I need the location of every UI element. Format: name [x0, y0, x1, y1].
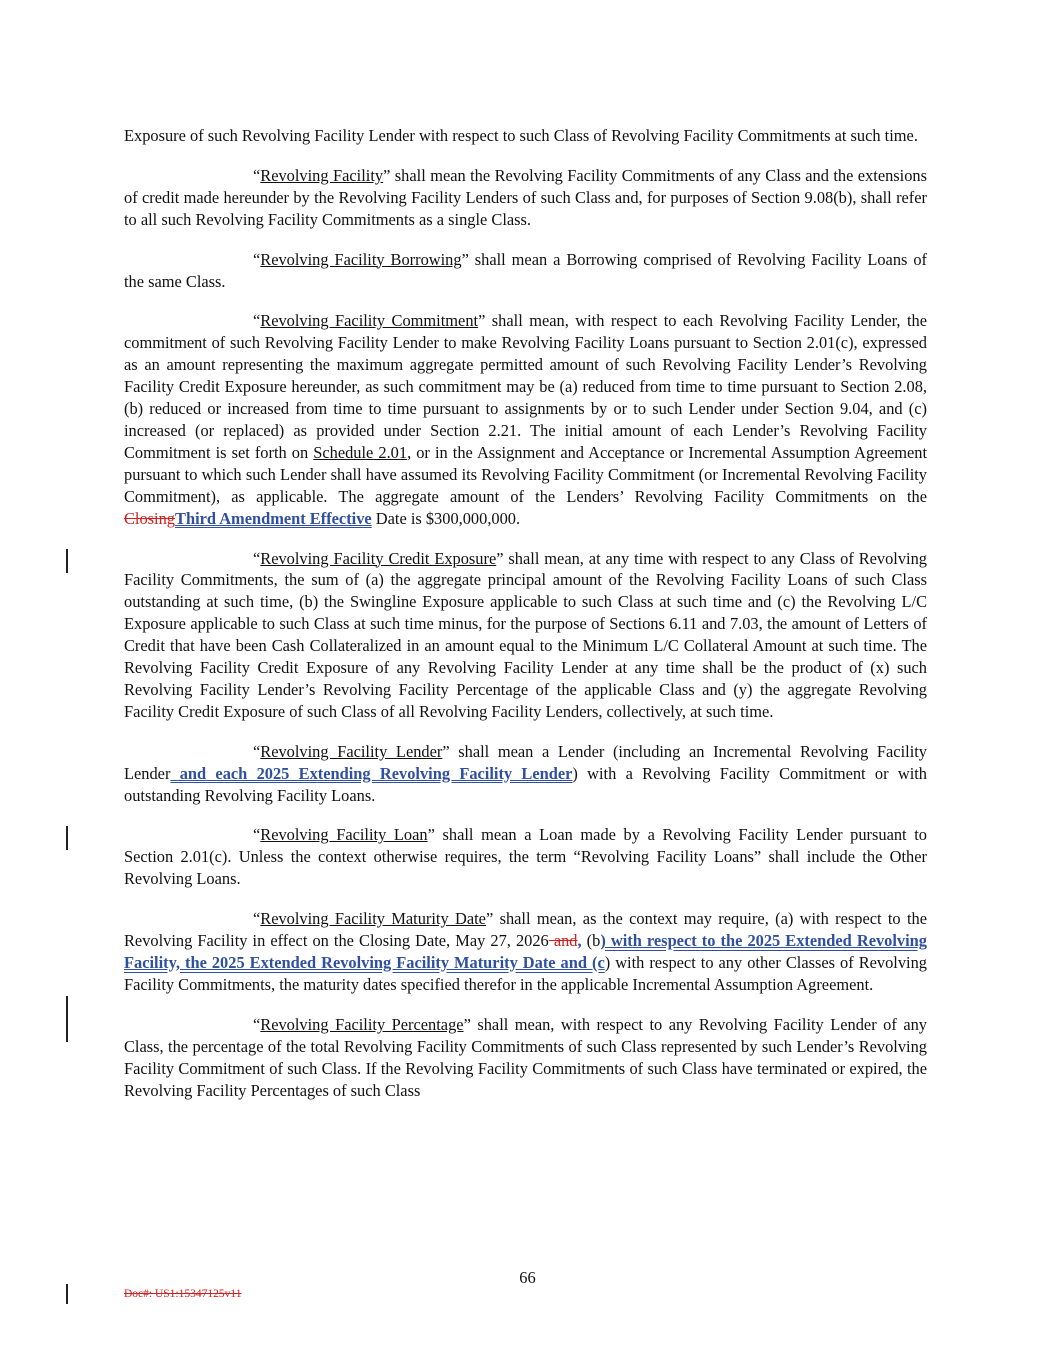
- defined-term: Revolving Facility Commitment: [260, 311, 479, 331]
- defined-term: Revolving Facility Percentage: [260, 1014, 464, 1034]
- page-number: 66: [519, 1268, 536, 1287]
- defined-term: Revolving Facility Borrowing: [260, 249, 462, 269]
- definition-revolving-facility-loan: “Revolving Facility Loan” shall mean a Loan made by a Revolving Facility Lender pursuant to Section 2.01(c). Unless the context otherwise requires, the term “Revolving Facility Loans” shall include the Other Revolving Loans.: [124, 825, 927, 889]
- inserted-text: ) with respect to the 2025 Extended Revolving Facility, the 2025 Extended Revolving Facility Maturity Date and (c: [124, 931, 927, 972]
- change-bar: [66, 549, 68, 573]
- defined-term: Revolving Facility Maturity Date: [260, 909, 486, 929]
- definition-revolving-facility-percentage: “Revolving Facility Percentage” shall mean, with respect to any Revolving Facility Lender of any Class, the percentage of the total Revolving Facility Commitments of such Class represented by such Lender’s Revolving Facility Commitment of such Class. If the Revolving Facility Commitments of such Class have terminated or expired, the Revolving Facility Percentages of such Class: [124, 1014, 927, 1100]
- inserted-text: and each 2025 Extending Revolving Facility Lender: [170, 763, 573, 783]
- definition-revolving-facility-credit-exposure: “Revolving Facility Credit Exposure” shall mean, at any time with respect to any Class of Revolving Facility Commitments, the sum of (a) the aggregate principal amount of the Revolving Facility Loans of such Class outstanding at such time, (b) the Swingline Exposure applicable to such Class at such time and (c) the Revolving L/C Exposure applicable to such Class at such time minus, for the purpose of Sections 6.11 and 7.03, the amount of Letters of Credit that have been Cash Collateralized in an amount equal to the Minimum L/C Collateral Amount at such time. The Revolving Facility Credit Exposure of any Revolving Facility Lender at any time shall be the product of (x) such Revolving Facility Lender’s Revolving Facility Percentage of the applicable Class and (y) the aggregate Revolving Facility Credit Exposure of such Class of all Revolving Facility Lenders, collectively, at such time.: [124, 548, 927, 721]
- definition-revolving-facility-lender: “Revolving Facility Lender” shall mean a Lender (including an Incremental Revolving Facility Lender and each 2025 Extending Revolving Facility Lender) with a Revolving Facility Commitment or with outstanding Revolving Facility Loans.: [124, 741, 927, 805]
- definition-revolving-facility-maturity-date: “Revolving Facility Maturity Date” shall mean, as the context may require, (a) with respect to the Revolving Facility in effect on the Closing Date, May 27, 2026 and, (b) with respect to the 2025 Extended Revolving Facility, the 2025 Extended Revolving Facility Maturity Date and (c) with respect to any other Classes of Revolving Facility Commitments, the maturity dates specified therefor in the applicable Incremental Assumption Agreement.: [124, 909, 928, 994]
- defined-term: Revolving Facility Credit Exposure: [260, 548, 497, 568]
- definition-revolving-facility-borrowing: “Revolving Facility Borrowing” shall mean a Borrowing comprised of Revolving Facility Loans of the same Class.: [124, 249, 927, 291]
- inserted-text: Third Amendment Effective: [175, 508, 372, 528]
- change-bar: [66, 826, 68, 850]
- defined-term: Revolving Facility Loan: [260, 825, 428, 845]
- document-id: Doc#: US1:15347125v11: [124, 1288, 242, 1300]
- inserted-text: ,: [577, 931, 582, 951]
- definition-revolving-facility-commitment: “Revolving Facility Commitment” shall mean, with respect to each Revolving Facility Lender, the commitment of such Revolving Facility Lender to make Revolving Facility Loans pursuant to Section 2.01(c), expressed as an amount representing the maximum aggregate permitted amount of such Revolving Facility Lender’s Revolving Facility Credit Exposure hereunder, as such commitment may be (a) reduced from time to time pursuant to Section 2.08, (b) reduced or increased from time to time pursuant to assignments by or to such Lender under Section 9.04, and (c) increased (or replaced) as provided under Section 2.21. The initial amount of each Lender’s Revolving Facility Commitment is set forth on Schedule 2.01, or in the Assignment and Acceptance or Incremental Assumption Agreement pursuant to which such Lender shall have assumed its Revolving Facility Commitment (or Incremental Revolving Facility Commitment), as applicable. The aggregate amount of the Lenders’ Revolving Facility Commitments on the ClosingThird Amendment Effective Date is $300,000,000.: [124, 311, 927, 528]
- document-body: [124, 125, 927, 1101]
- paragraph-exposure-continued: Exposure of such Revolving Facility Lender with respect to such Class of Revolving Facility Commitments at such time.: [124, 126, 918, 145]
- schedule-reference: Schedule 2.01: [313, 442, 408, 462]
- definition-revolving-facility: “Revolving Facility” shall mean the Revolving Facility Commitments of any Class and the extensions of credit made hereunder by the Revolving Facility Lenders of such Class and, for purposes of Section 9.08(b), shall refer to all such Revolving Facility Commitments as a single Class.: [124, 165, 928, 229]
- deleted-text: and: [548, 931, 578, 951]
- change-bar: [66, 996, 68, 1042]
- deleted-text: Closing: [124, 508, 176, 528]
- defined-term: Revolving Facility: [260, 165, 384, 185]
- defined-term: Revolving Facility Lender: [260, 741, 443, 761]
